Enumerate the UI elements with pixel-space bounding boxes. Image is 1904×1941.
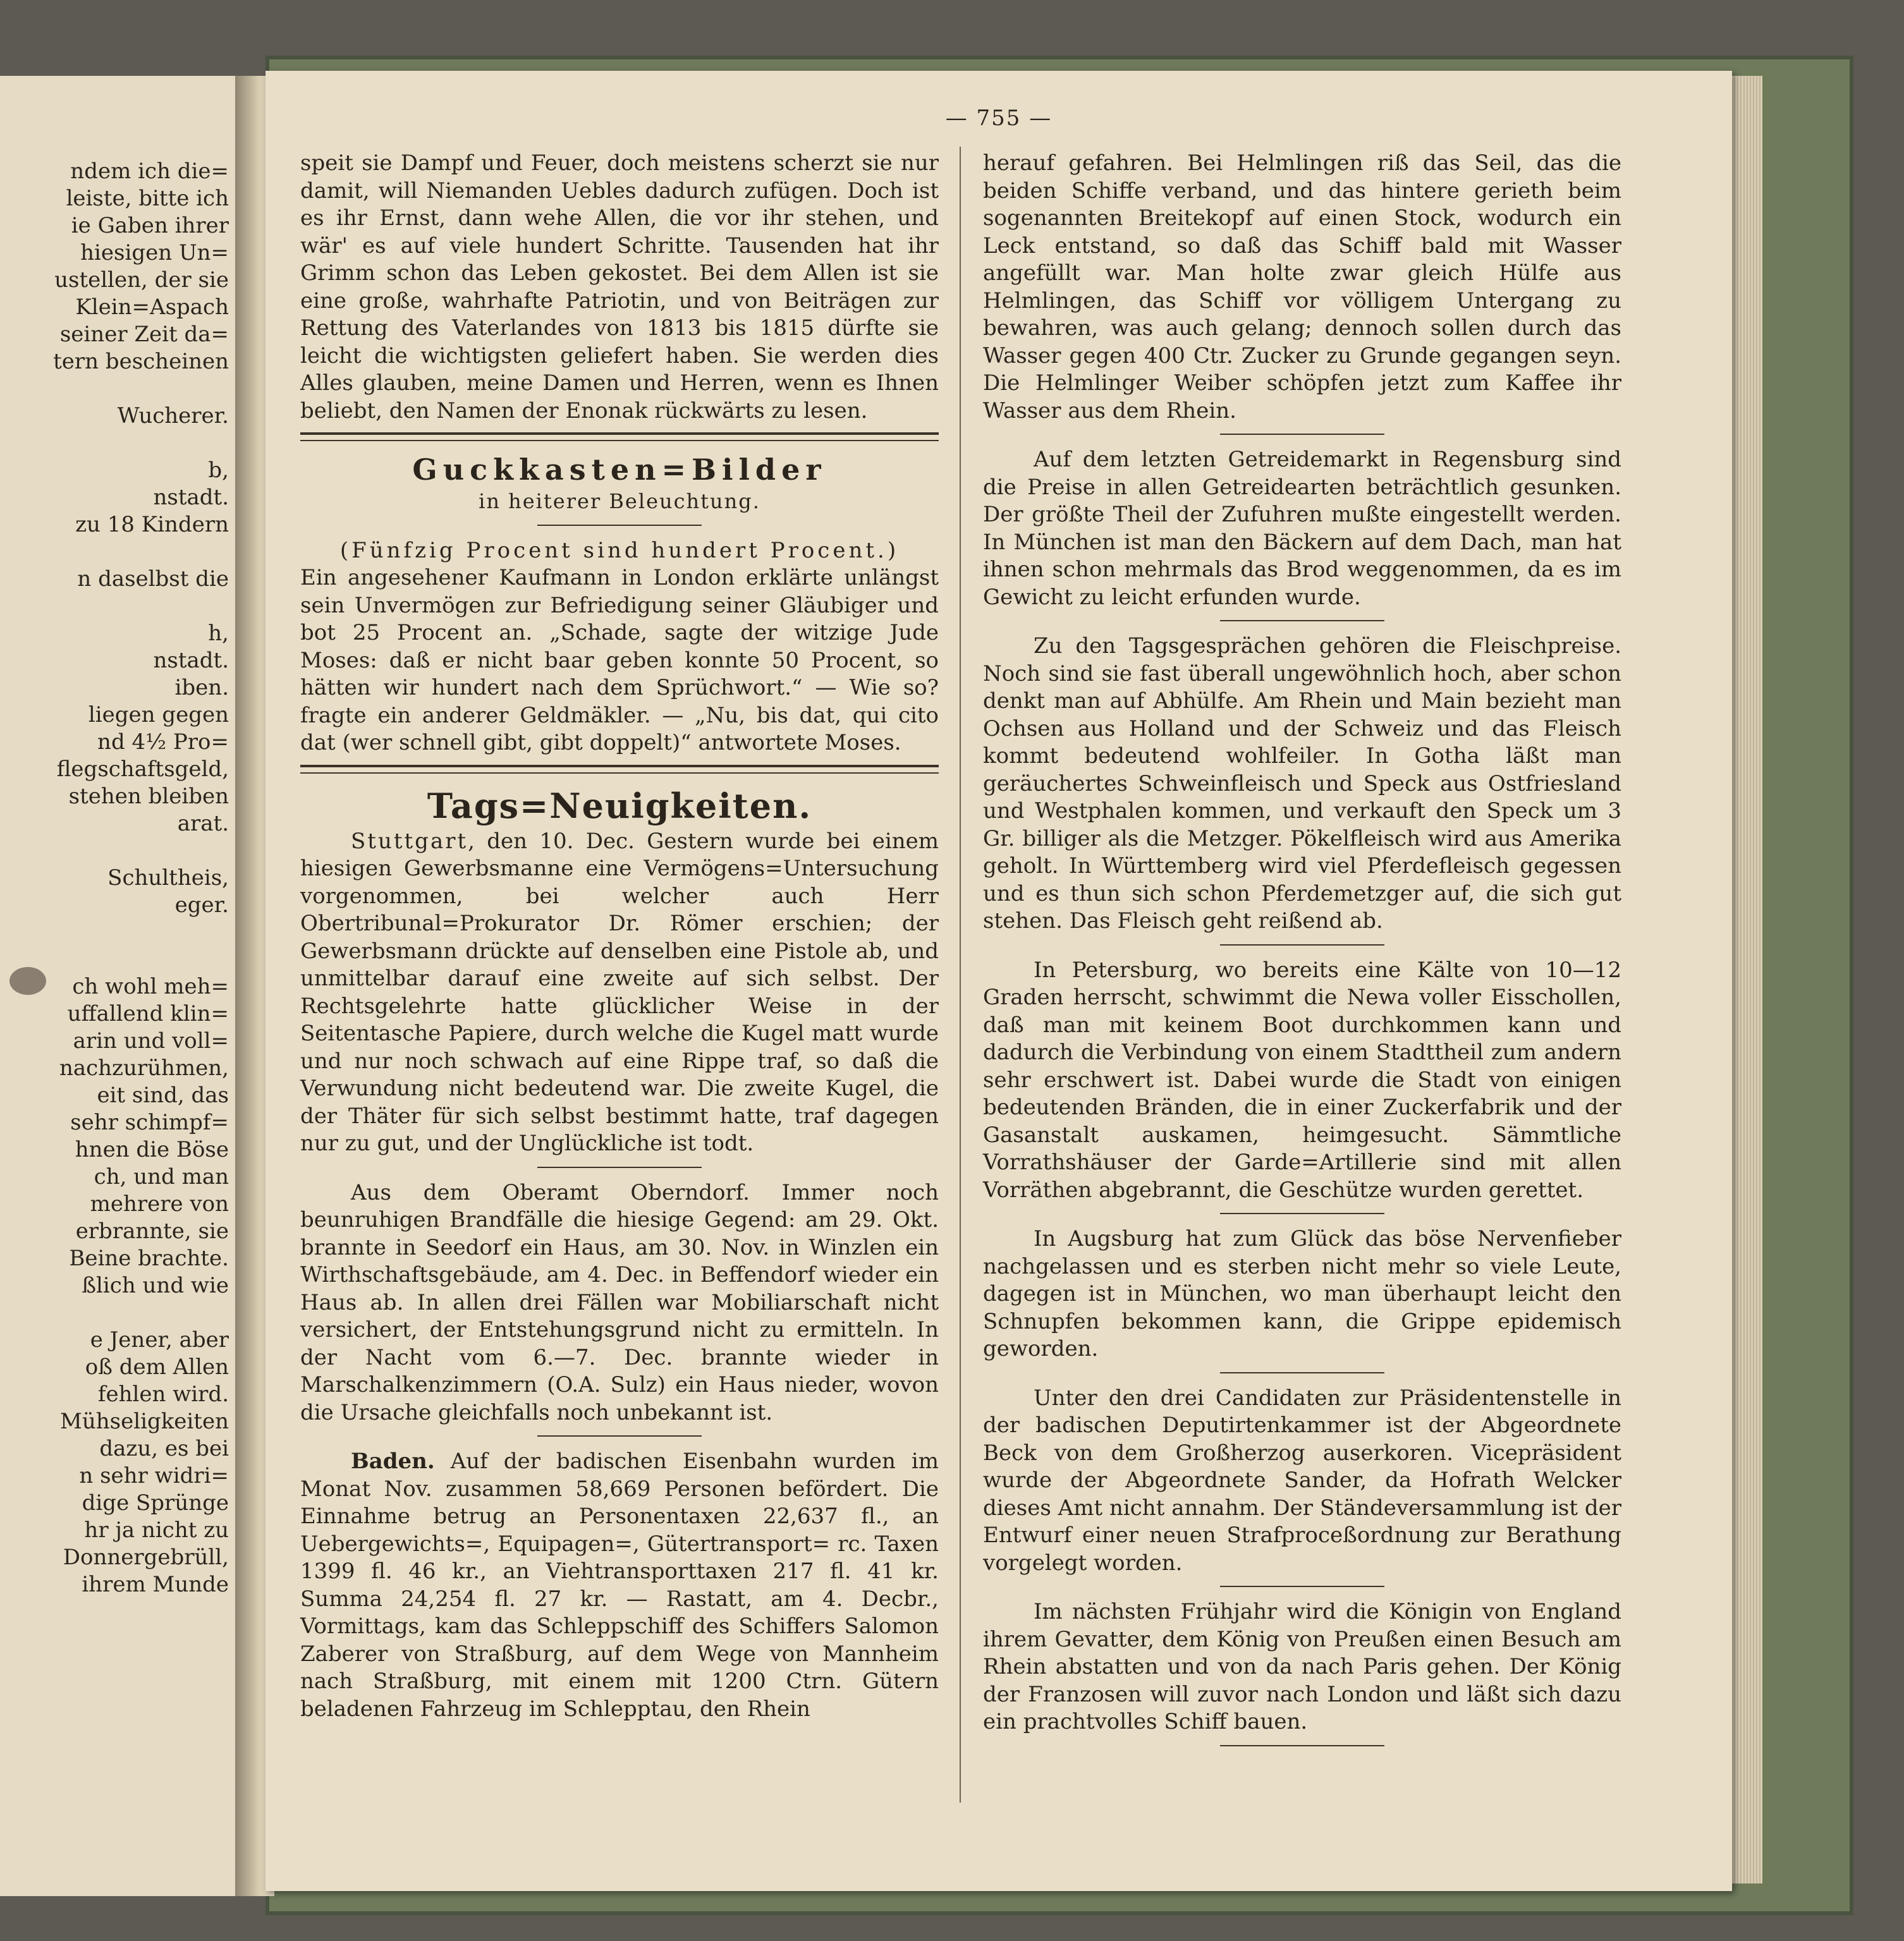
place-name: Baden. xyxy=(351,1449,435,1474)
short-rule xyxy=(1220,1372,1384,1373)
short-rule xyxy=(1220,1213,1384,1214)
left-page-line: leiste, bitte ich xyxy=(66,186,229,211)
left-page-line: ch wohl meh= xyxy=(72,974,229,999)
left-page-line: iben. xyxy=(174,675,229,700)
left-page-line: ie Gaben ihrer xyxy=(71,213,229,238)
news-augsburg: In Augsburg hat zum Glück das böse Nervenfieber nachgelassen und es sterben nicht mehr so viele Leute, dagegen ist in München, wo man überhaupt leicht den Schnupfen bekommen kann, die Grippe epidemisch geworden. xyxy=(983,1226,1621,1361)
left-page-line: flegschaftsgeld, xyxy=(56,757,229,782)
double-rule xyxy=(300,765,939,774)
anecdote-title: (Fünfzig Procent sind hundert Procent.) xyxy=(339,537,900,563)
left-page-line: erbrannte, sie xyxy=(75,1219,229,1244)
left-page-line: eger. xyxy=(174,892,229,918)
short-rule xyxy=(1220,620,1384,621)
page xyxy=(265,71,1732,1891)
left-page-line xyxy=(0,538,229,566)
short-rule xyxy=(537,525,702,526)
left-page-line: ustellen, der sie xyxy=(54,267,229,293)
left-page-line: uffallend klin= xyxy=(67,1001,229,1026)
left-page-line: ihrem Munde xyxy=(82,1572,229,1597)
short-rule xyxy=(1220,434,1384,435)
left-page-line: nstadt. xyxy=(153,485,229,510)
news-stuttgart xyxy=(300,828,939,1158)
left-page-line: nd 4½ Pro= xyxy=(97,729,229,755)
left-page-line: nachzurühmen, xyxy=(59,1056,229,1081)
column-left xyxy=(300,150,939,1723)
left-page xyxy=(0,76,241,1896)
left-page-line: dazu, es bei xyxy=(99,1436,229,1461)
left-page-line: dige Sprünge xyxy=(82,1490,229,1516)
left-page-line: stehen bleiben xyxy=(68,784,229,809)
left-page-line: n daselbst die xyxy=(77,566,229,592)
page-edges xyxy=(1732,76,1762,1883)
left-page-line xyxy=(0,375,229,403)
short-rule xyxy=(1220,1745,1384,1746)
left-page-line: mehrere von xyxy=(90,1191,229,1217)
left-page-line: e Jener, aber xyxy=(90,1327,229,1353)
left-page-line: fehlen wird. xyxy=(97,1382,229,1407)
left-page-line xyxy=(0,919,229,946)
left-page-line: Schultheis, xyxy=(107,865,229,891)
left-page-line: ch, und man xyxy=(94,1164,229,1190)
article-continuation: speit sie Dampf und Feuer, doch meistens scherzt sie nur damit, will Niemanden Uebles dadurch zufügen. Doch ist es ihr Ernst, dann wehe Allen, die vor ihr stehen, und wär' es auf viele hundert Schritte. Tausenden hat ihr Grimm schon das Leben gekostet. Bei dem Allen ist sie eine große, wahrhafte Patriotin, und von Beiträgen zur Rettung des Vaterlandes von 1813 bis 1815 dürfte sie leicht die wichtigsten geliefert haben. Sie werden dies Alles glauben, meine Damen und Herren, wenn es Ihnen beliebt, den Namen der Enonak rückwärts zu lesen. xyxy=(300,150,939,423)
left-page-line: hiesigen Un= xyxy=(80,240,229,265)
left-page-line: hnen die Böse xyxy=(75,1137,229,1162)
section-title-guckkasten: Guckkasten=Bilder xyxy=(412,453,827,487)
news-fleischpreise: Zu den Tagsgesprächen gehören die Fleischpreise. Noch sind sie fast überall ungewöhnlich hoch, aber schon denkt man auf Abhülfe. Am Rhein und Main bezieht man Ochsen aus Holland und der Schweiz und das Fleisch kommt bedeutend wohlfeiler. In Gotha läßt man geräuchertes Schweinfleisch und Speck aus Ostfriesland und Westphalen kommen, und verkauft den Speck um 3 Gr. billiger als die Metzger. Pökelfleisch wird aus Amerika geholt. In Württemberg wird viel Pferdefleisch gegessen und es thun sich schon Pferdemetzger auf, die sich gut stehen. Das Fleisch geht reißend ab. xyxy=(983,633,1621,934)
left-page-line xyxy=(0,430,229,457)
column-divider xyxy=(960,147,961,1803)
page-number: — 755 — xyxy=(945,106,1053,131)
left-page-line: arat. xyxy=(177,811,229,836)
short-rule xyxy=(1220,944,1384,946)
news-petersburg: In Petersburg, wo bereits eine Kälte von 10—12 Graden herrscht, schwimmt die Newa voller Eisschollen, daß man mit keinem Boot durchkommen kann und dadurch die Verbindung von einem Stadttheil zum andern sehr erschwert ist. Dabei wurde die Stadt von einigen bedeutenden Bränden, die in einer Zuckerfabrik und der Gasanstalt auskamen, heimgesucht. Sämmtliche Vorrathshäuser der Garde=Artillerie sind mit allen Vorräthen abgebrannt, die Geschütze wurden gerettet. xyxy=(983,957,1621,1203)
section-title-tags-neuigkeiten: Tags=Neuigkeiten. xyxy=(427,785,812,826)
short-rule xyxy=(1220,1586,1384,1587)
left-page-line: h, xyxy=(208,621,229,646)
left-page-line: eit sind, das xyxy=(97,1083,229,1108)
news-oberndorf: Aus dem Oberamt Oberndorf. Immer noch beunruhigen Brandfälle die hiesige Gegend: am 29. Okt. brannte in Seedorf ein Haus, am 30. Nov. in Winzlen ein Wirthschaftsgebäude, am 4. Dec. in Beffendorf wieder ein Haus ab. In allen drei Fällen war Mobiliarschaft nicht versichert, der Entstehungsgrund nicht zu ermitteln. In der Nacht vom 6.—7. Dec. brannte wieder in Marschalkenzimmern (O.A. Sulz) ein Haus nieder, wovon die Ursache gleichfalls noch unbekannt ist. xyxy=(300,1179,939,1425)
left-page-line xyxy=(0,1299,229,1327)
news-baden xyxy=(300,1448,939,1723)
column-right xyxy=(983,150,1621,1758)
left-page-line: Beine brachte. xyxy=(69,1246,229,1271)
news-koenigin: Im nächsten Frühjahr wird die Königin von England ihrem Gevatter, dem König von Preußen einen Besuch am Rhein abstatten und von da nach Paris gehen. Der König der Franzosen will zuvor nach London und läßt sich dazu ein prachtvolles Schiff bauen. xyxy=(983,1599,1621,1734)
news-rhein: herauf gefahren. Bei Helmlingen riß das Seil, das die beiden Schiffe verband, und das hintere gerieth beim sogenannten Breitekopf auf einen Stock, wodurch ein Leck entstand, so daß das Schiff bald mit Wasser angefüllt war. Man holte zwar gleich Hülfe aus Helmlingen, das Schiff vor völligem Untergang zu bewahren, was auch gelang; dennoch sollen durch das Wasser gegen 400 Ctr. Zucker zu Grunde gegangen seyn. Die Helmlinger Weiber schöpfen jetzt zum Kaffee ihr Wasser aus dem Rhein. xyxy=(983,150,1621,423)
anecdote-text: Ein angesehener Kaufmann in London erklärte unlängst sein Unvermögen zur Befriedigung seiner Gläubiger und bot 25 Procent an. „Schade, sagte der witzige Jude Moses: daß er nicht baar geben konnte 50 Procent, so hätten wir hundert nach dem Sprüchwort.“ — Wie so? fragte ein anderer Geldmäkler. — „Nu, bis dat, qui cito dat (wer schnell gibt, gibt doppelt)“ antwortete Moses. xyxy=(300,565,939,755)
news-text: , den 10. Dec. Gestern wurde bei einem hiesigen Gewerbsmanne eine Vermögens=Untersuchung vorgenommen, bei welcher auch Herr Obertribunal=Prokurator Dr. Römer erschien; der Gewerbsmann drückte auf denselben eine Pistole ab, und unmittelbar darauf eine zweite auf sich selbst. Der Rechtsgelehrte hatte glücklicher Weise in der Seitentasche Papiere, durch welche die Kugel matt wurde und nur noch schwach auf eine Rippe traf, so daß die Verwundung nicht bedeutend war. Die zweite Kugel, die der Thäter für sich selbst bestimmt hatte, traf dagegen nur zu gut, und der Unglückliche ist todt. xyxy=(300,828,939,1156)
news-regensburg: Auf dem letzten Getreidemarkt in Regensburg sind die Preise in allen Getreidearten beträchtlich gesunken. Der größte Theil der Zufuhren mußte eingestellt werden. In München ist man den Bäckern auf dem Dach, man hat ihnen schon mehrmals das Brod weggenommen, da es im Gewicht zu leicht erfunden wurde. xyxy=(983,447,1621,610)
left-page-line xyxy=(0,837,229,865)
left-page-line: liegen gegen xyxy=(88,702,229,727)
left-page-line: tern bescheinen xyxy=(53,349,229,374)
left-page-line: Donnergebrüll, xyxy=(63,1545,229,1570)
news-baden-kammer: Unter den drei Candidaten zur Präsidentenstelle in der badischen Deputirtenkammer ist der Abgeordnete Beck von dem Großherzog auserkoren. Vicepräsident wurde der Abgeordnete Sander, da Hofrath Welcker dieses Amt nicht annahm. Der Ständeversammlung ist der Entwurf einer neuen Strafproceßordnung zur Berathung vorgelegt worden. xyxy=(983,1385,1621,1576)
left-page-line: seiner Zeit da= xyxy=(59,322,229,347)
news-text: Auf der badischen Eisenbahn wurden im Monat Nov. zusammen 58,669 Personen befördert. Die Einnahme betrug an Personentaxen 22,637 fl., an Uebergewichts=, Equipagen=, Gütertransport= rc. Taxen 1399 fl. 46 kr., an Viehtransporttaxen 217 fl. 41 kr. Summa 24,254 fl. 27 kr. — Rastatt, am 4. Decbr., Vormittags, kam das Schleppschiff des Schiffers Salomon Zaberer von Straßburg, auf dem Wege von Mannheim nach Straßburg, mit einem mit 1200 Ctrn. Gütern beladenen Fahrzeug im Schlepptau, den Rhein xyxy=(300,1449,939,1722)
left-page-line: ßlich und wie xyxy=(82,1273,229,1298)
double-rule xyxy=(300,432,939,441)
left-page-line: ndem ich die= xyxy=(70,159,229,184)
left-page-line: Mühseligkeiten xyxy=(60,1409,229,1434)
left-page-line: nstadt. xyxy=(153,648,229,673)
left-page-line: n sehr widri= xyxy=(79,1463,229,1488)
section-subtitle: in heiterer Beleuchtung. xyxy=(479,489,760,513)
left-page-line: Klein=Aspach xyxy=(75,295,229,320)
left-page-line: zu 18 Kindern xyxy=(75,512,229,537)
left-page-text xyxy=(0,158,235,1598)
short-rule xyxy=(537,1435,702,1437)
left-page-line: Wucherer. xyxy=(117,403,229,429)
left-page-line: arin und voll= xyxy=(73,1028,229,1054)
ink-stain xyxy=(9,967,46,995)
short-rule xyxy=(537,1167,702,1168)
left-page-line: sehr schimpf= xyxy=(70,1110,229,1135)
left-page-line: b, xyxy=(208,458,229,483)
place-name: Stuttgart xyxy=(351,828,468,854)
left-page-line: hr ja nicht zu xyxy=(84,1518,229,1543)
left-page-line: oß dem Allen xyxy=(85,1354,229,1380)
left-page-line xyxy=(0,593,229,620)
